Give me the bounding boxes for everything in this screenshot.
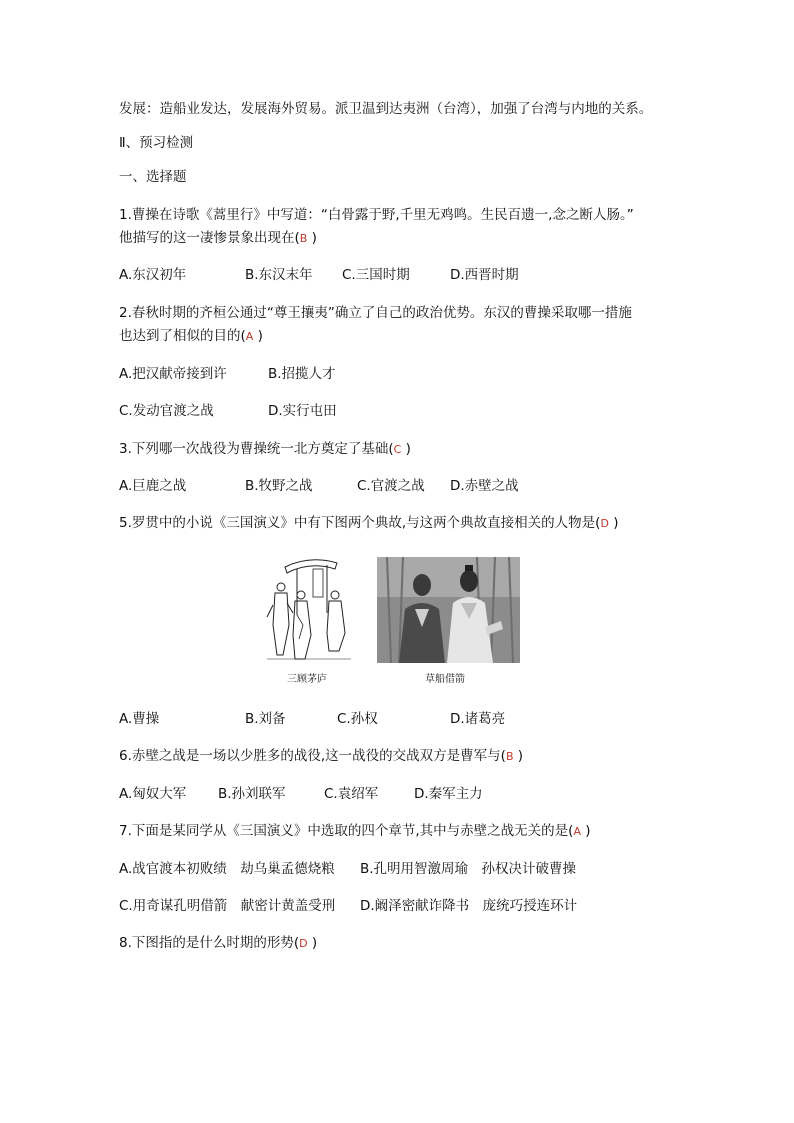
q1-stem-line1: 1.曹操在诗歌《蒿里行》中写道：“白骨露于野,千里无鸡鸣。生民百遗一,念之断人肠。” [119,207,634,223]
q6-option-d: D.秦军主力 [414,786,483,802]
caption-borrowing-arrows: 草船借箭 [425,674,465,685]
q2-option-d: D.实行屯田 [268,403,337,419]
intro-develop-text: 发展：造船业发达，发展海外贸易。派卫温到达夷洲（台湾），加强了台湾与内地的关系。 [119,101,653,117]
q8-stem-text: 8.下图指的是什么时期的形势( [119,935,300,951]
q7-answer: A [573,825,581,838]
q6-close-paren: ) [513,748,524,764]
q1-stem-line2 [119,229,317,248]
borrowing-arrows-photo [377,557,520,663]
q6-option-a: A.匈奴大军 [119,786,187,802]
q2-close-paren: ) [253,328,263,344]
q7-option-c: C.用奇谋孔明借箭 献密计黄盖受刑 [119,898,336,914]
q3-option-c: C.官渡之战 [357,478,425,494]
section-heading-preview: Ⅱ、预习检测 [119,135,194,151]
q8-close-paren: ) [307,935,318,951]
q1-option-c: C.三国时期 [342,267,410,283]
q6-stem-text: 6.赤壁之战是一场以少胜多的战役,这一战役的交战双方是曹军与( [119,748,506,764]
q5-option-b: B.刘备 [245,711,286,727]
q2-option-b: B.招揽人才 [268,366,336,382]
q6-option-c: C.袁绍军 [324,786,379,802]
q5-option-c: C.孙权 [337,711,378,727]
three-visits-illustration [265,555,355,665]
q8-answer: D [299,937,308,950]
q7-stem-text: 7.下面是某同学从《三国演义》中选取的四个章节,其中与赤壁之战无关的是( [119,823,574,839]
q5-stem-text: 5.罗贯中的小说《三国演义》中有下图两个典故,与这两个典故直接相关的人物是( [119,515,601,531]
q1-option-b: B.东汉末年 [245,267,313,283]
q1-stem-text: 他描写的这一凄惨景象出现在( [119,230,300,246]
q7-option-a: A.战官渡本初败绩 劫乌巢孟德烧粮 [119,861,335,877]
q3-option-a: A.巨鹿之战 [119,478,187,494]
q7-option-d: D.阚泽密献诈降书 庞统巧授连环计 [360,898,578,914]
q7-option-b: B.孔明用智激周瑜 孙权决计破曹操 [360,861,577,877]
q5-option-d: D.诸葛亮 [450,711,506,727]
q5-answer: D [600,517,609,530]
q1-option-a: A.东汉初年 [119,267,187,283]
q2-stem-line1: 2.春秋时期的齐桓公通过“尊王攘夷”确立了自己的政治优势。东汉的曹操采取哪一措施 [119,305,632,321]
q2-option-c: C.发动官渡之战 [119,403,214,419]
q3-option-d: D.赤壁之战 [450,478,519,494]
q5-stem [119,514,618,533]
q3-answer: C [393,443,402,456]
q3-option-b: B.牧野之战 [245,478,313,494]
q3-close-paren: ) [401,441,411,457]
q2-stem-text: 也达到了相似的目的( [119,328,246,344]
q5-close-paren: ) [608,515,619,531]
q7-close-paren: ) [580,823,591,839]
q7-stem [119,822,591,841]
q3-stem [119,440,411,459]
q5-option-a: A.曹操 [119,711,160,727]
q8-stem [119,934,317,953]
q6-option-b: B.孙刘联军 [218,786,286,802]
q6-answer: B [505,750,514,763]
q1-answer: B [299,232,308,245]
q2-stem-line2 [119,327,263,346]
q3-stem-text: 3.下列哪一次战役为曹操统一北方奠定了基础( [119,441,394,457]
q1-option-d: D.西晋时期 [450,267,519,283]
part-heading-choice: 一、选择题 [119,169,187,185]
q2-answer: A [245,330,254,343]
caption-three-visits: 三顾茅庐 [287,674,327,685]
q2-option-a: A.把汉献帝接到许 [119,366,227,382]
q1-close-paren: ) [307,230,317,246]
q6-stem [119,747,523,766]
